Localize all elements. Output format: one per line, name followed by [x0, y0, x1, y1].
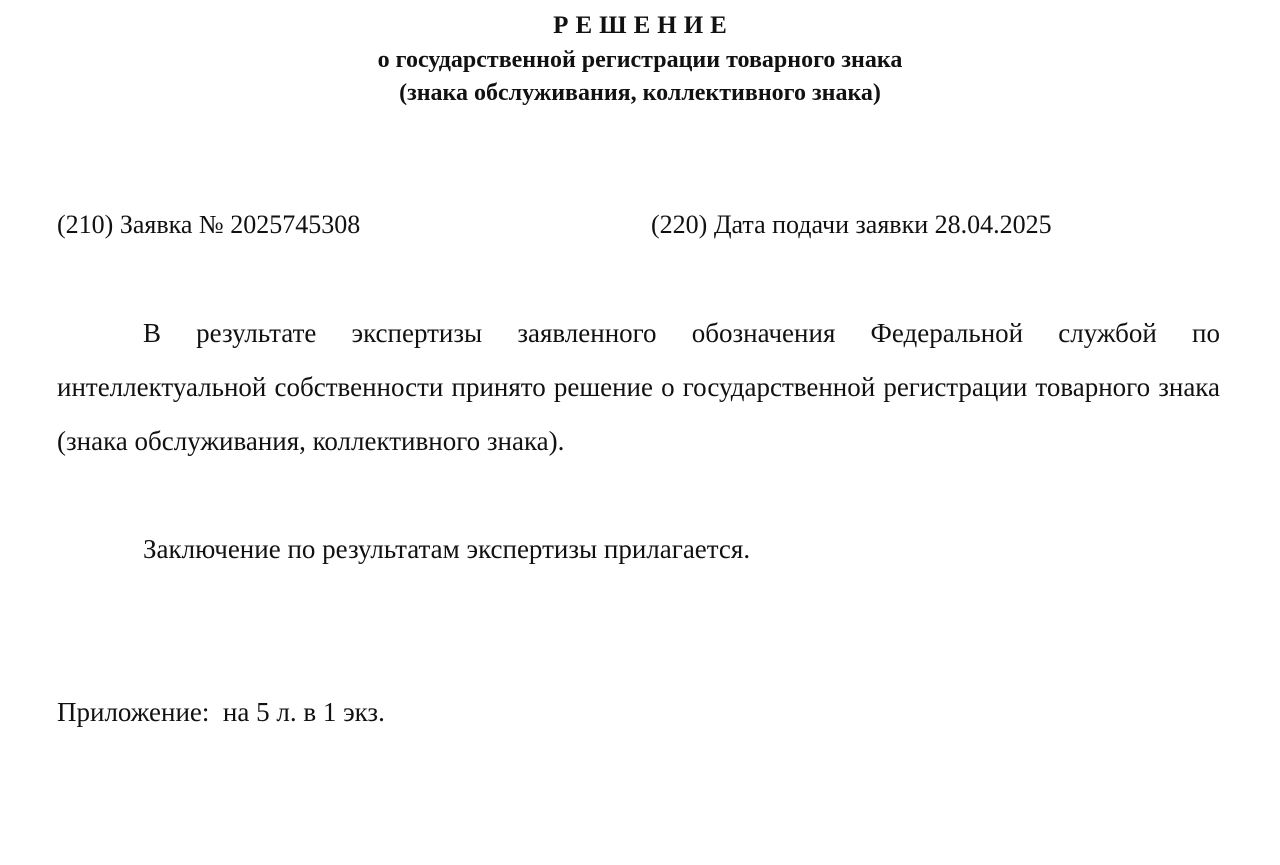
decision-paragraph: В результате экспертизы заявленного обозначения Федеральной службой по интеллектуальной собственности принято решение о государственной регистрации товарного знака (знака обслуживания, коллективного знака). [57, 318, 1220, 456]
document-heading [0, 8, 1280, 110]
document-subtitle-line-2: (знака обслуживания, коллективного знака) [399, 80, 881, 106]
document-subtitle-line-1: о государственной регистрации товарного знака [377, 47, 903, 73]
document-title: РЕШЕНИЕ [553, 12, 734, 39]
attachment-note: Приложение: на 5 л. в 1 экз. [57, 697, 385, 727]
conclusion-paragraph: Заключение по результатам экспертизы прилагается. [143, 534, 751, 564]
application-date: (220) Дата подачи заявки 28.04.2025 [651, 210, 1052, 239]
application-number: (210) Заявка № 2025745308 [57, 210, 361, 239]
